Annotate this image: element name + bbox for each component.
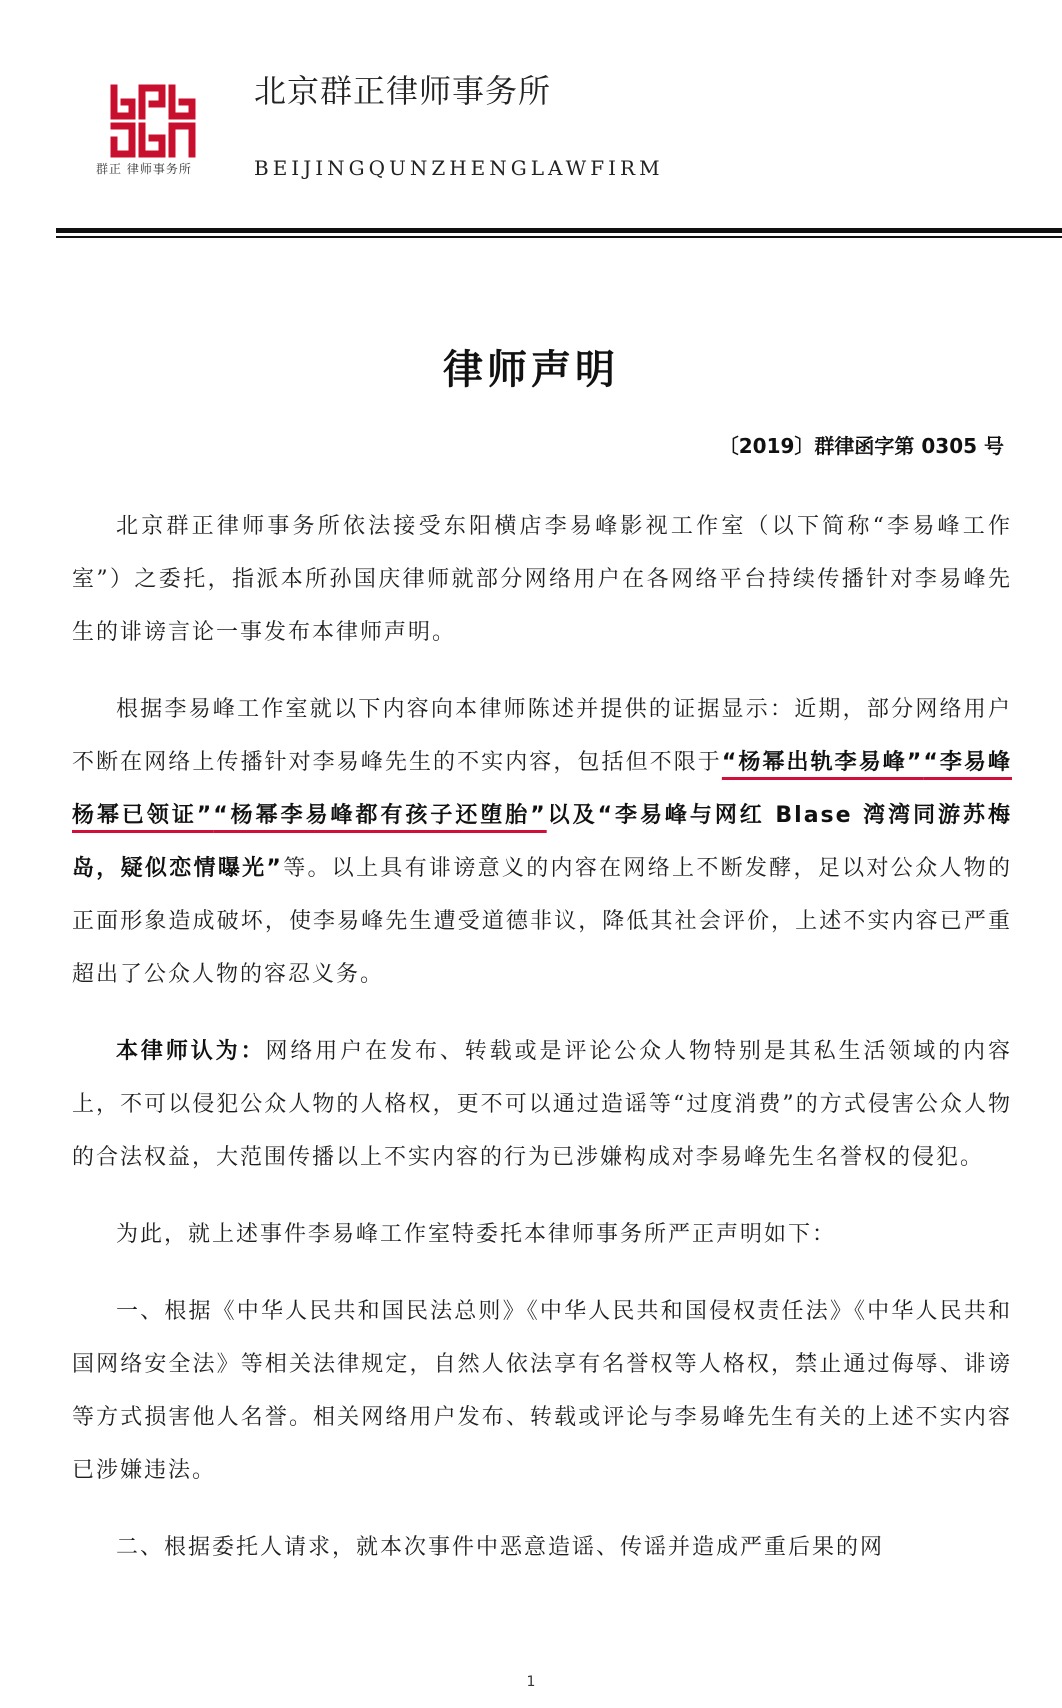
rumor-conjunction: 以及 (546, 803, 598, 828)
paragraph-clause-2: 二、根据委托人请求，就本次事件中恶意造谣、传谣并造成严重后果的网 (116, 1535, 885, 1560)
paragraph-clause-1: 一、根据《中华人民共和国民法总则》《中华人民共和国侵权责任法》《中华人民共和国网络安全法》等相关法律规定，自然人依法享有名誉权等人格权，禁止通过侮辱、诽谤等方式损害他人名誉。相关网络用户发布、转载或评论与李易峰先生有关的上述不实内容已涉嫌违法。 (72, 1299, 1012, 1483)
law-firm-maze-logo-icon (108, 82, 218, 162)
rumor-3: “杨幂李易峰都有孩子还堕胎” (213, 803, 547, 828)
law-firm-logo (108, 82, 218, 202)
rumor-1: “杨幂出轨李易峰” (721, 750, 924, 775)
rumor-4: “李易峰与网红 Blase 湾湾同游苏梅岛，疑似恋情曝光” (72, 803, 1012, 881)
header-divider-thin (56, 236, 1062, 238)
header-divider-thick (56, 228, 1062, 233)
paragraph-intro: 北京群正律师事务所依法接受东阳横店李易峰影视工作室（以下简称“李易峰工作室”）之委托，指派本所孙国庆律师就部分网络用户在各网络平台持续传播针对李易峰先生的诽谤言论一事发布本律师声明。 (72, 514, 1012, 645)
evidence-lead: 根据李易峰工作室就以下内容向本律师陈述并提供的证据显示：近期，部分网络用户不断在网络上传播针对李易峰先生的不实内容，包括但不限于 (72, 697, 1012, 775)
paragraph-evidence (72, 683, 1012, 1001)
opinion-lead: 本律师认为： (116, 1039, 266, 1064)
rumor-2: “李易峰杨幂已领证” (72, 750, 1012, 828)
statement-body (72, 500, 1012, 1574)
opinion-body: 网络用户在发布、转载或是评论公众人物特别是其私生活领域的内容上，不可以侵犯公众人物的人格权，更不可以通过造谣等“过度消费”的方式侵害公众人物的合法权益，大范围传播以上不实内容的行为已涉嫌构成对李易峰先生名誉权的侵犯。 (72, 1039, 1012, 1170)
page-number: 1 (526, 1674, 536, 1690)
paragraph-declaration-intro: 为此，就上述事件李易峰工作室特委托本律师事务所严正声明如下： (116, 1222, 837, 1247)
paragraph-opinion (72, 1025, 1012, 1184)
reference-number: 〔2019〕群律函字第 0305 号 (718, 434, 1004, 458)
document-title: 律师声明 (443, 347, 619, 393)
evidence-tail: 等。以上具有诽谤意义的内容在网络上不断发酵，足以对公众人物的正面形象造成破坏，使李易峰先生遭受道德非议，降低其社会评价，上述不实内容已严重超出了公众人物的容忍义务。 (72, 856, 1012, 987)
firm-name-en: BEIJINGQUNZHENGLAWFIRM (254, 156, 664, 180)
firm-name-cn: 北京群正律师事务所 (254, 72, 552, 110)
logo-caption: 群正 律师事务所 (96, 162, 192, 176)
